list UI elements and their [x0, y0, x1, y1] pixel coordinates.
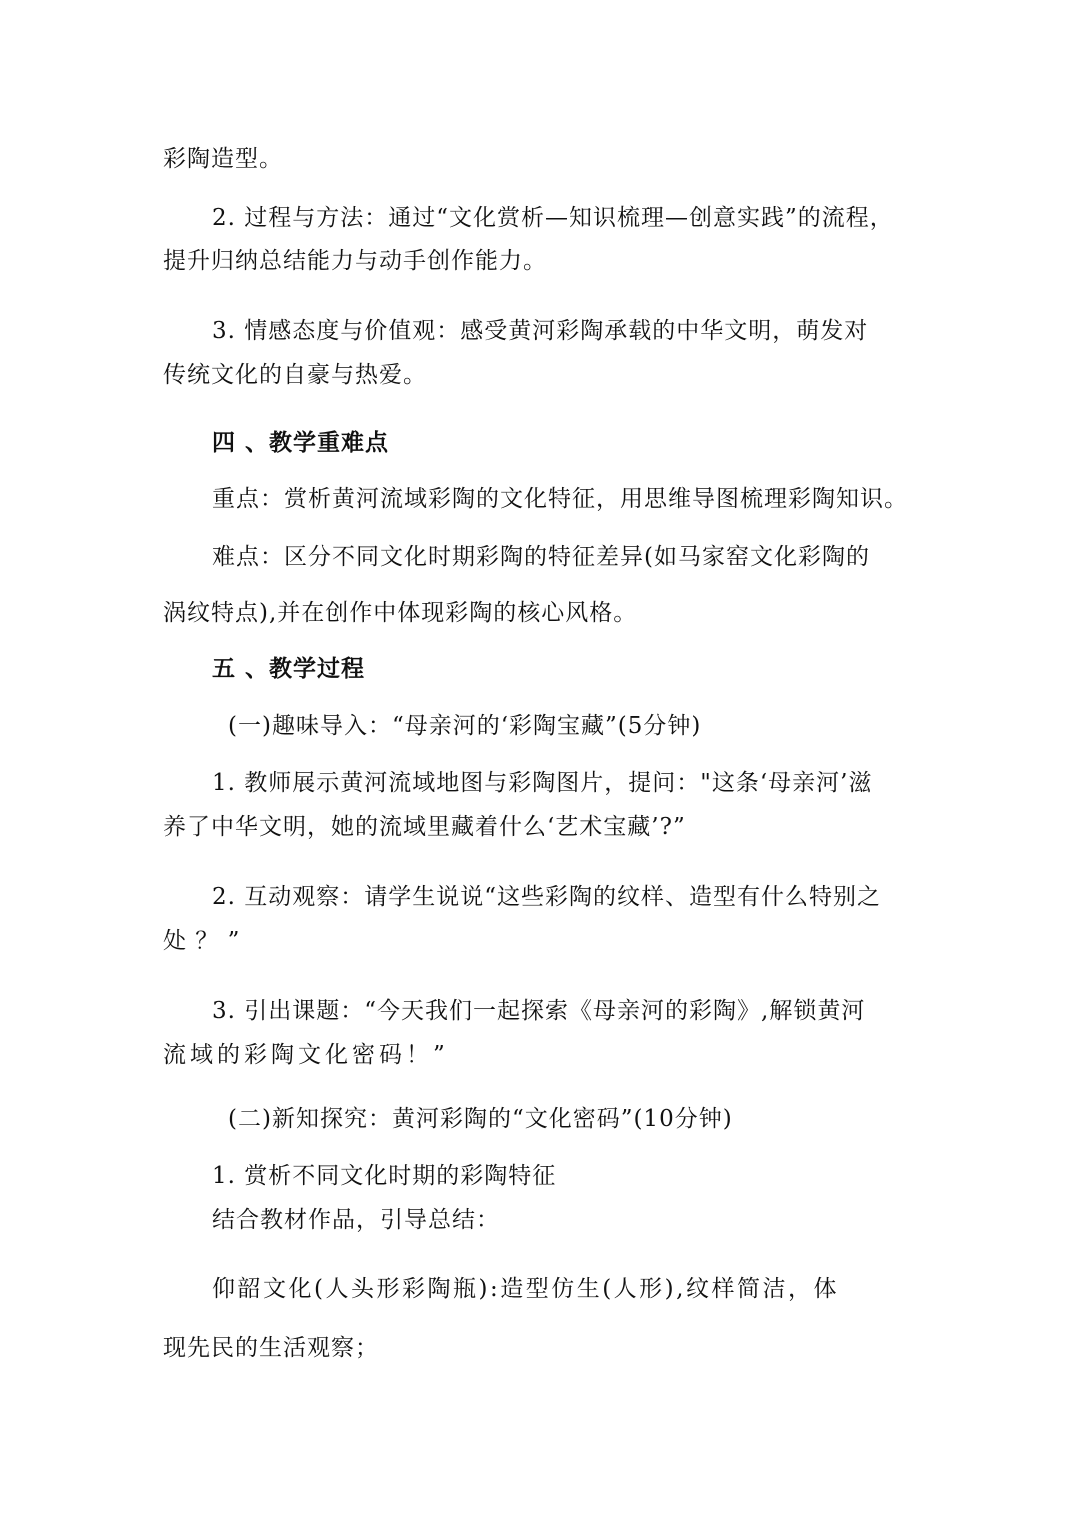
text-line-11: 1. 教师展示黄河流域地图与彩陶图片，提问："这条‘母亲河’滋: [212, 770, 873, 796]
text-line-difficulty: 难点：区分不同文化时期彩陶的特征差异(如马家窑文化彩陶的: [212, 544, 870, 570]
text-line-20: 仰韶文化(人头形彩陶瓶):造型仿生(人形),纹样简洁，体: [212, 1276, 839, 1302]
section-heading-5: 五 、教学过程: [212, 655, 366, 682]
text-line-key-point: 重点：赏析黄河流域彩陶的文化特征，用思维导图梳理彩陶知识。: [212, 486, 908, 512]
text-line-3: 提升归纳总结能力与动手创作能力。: [163, 248, 547, 274]
text-line-19: 结合教材作品，引导总结：: [212, 1207, 500, 1233]
section-heading-4: 四 、教学重难点: [212, 429, 390, 456]
text-line-4: 3. 情感态度与价值观：感受黄河彩陶承载的中华文明，萌发对: [212, 318, 869, 344]
text-line-12: 养了中华文明，她的流域里藏着什么‘艺术宝藏’?”: [163, 814, 686, 840]
text-line-8: 涡纹特点),并在创作中体现彩陶的核心风格。: [163, 600, 638, 626]
text-line-2: 2. 过程与方法：通过“文化赏析—知识梳理—创意实践”的流程，: [212, 205, 894, 231]
text-line-16: 流域的彩陶文化密码！”: [163, 1042, 449, 1068]
text-line-1: 彩陶造型。: [163, 146, 283, 172]
text-line-14: 处 ？ ”: [163, 928, 241, 954]
subsection-heading-2: (二)新知探究：黄河彩陶的“文化密码”(10分钟): [228, 1106, 733, 1132]
subsection-heading-1: (一)趣味导入：“母亲河的‘彩陶宝藏”(5分钟): [228, 713, 702, 739]
text-line-15: 3. 引出课题：“今天我们一起探索《母亲河的彩陶》,解锁黄河: [212, 998, 866, 1024]
text-line-5: 传统文化的自豪与热爱。: [163, 362, 427, 388]
text-line-18: 1. 赏析不同文化时期的彩陶特征: [212, 1163, 557, 1189]
text-line-21: 现先民的生活观察；: [163, 1335, 379, 1361]
text-line-13: 2. 互动观察：请学生说说“这些彩陶的纹样、造型有什么特别之: [212, 884, 882, 910]
